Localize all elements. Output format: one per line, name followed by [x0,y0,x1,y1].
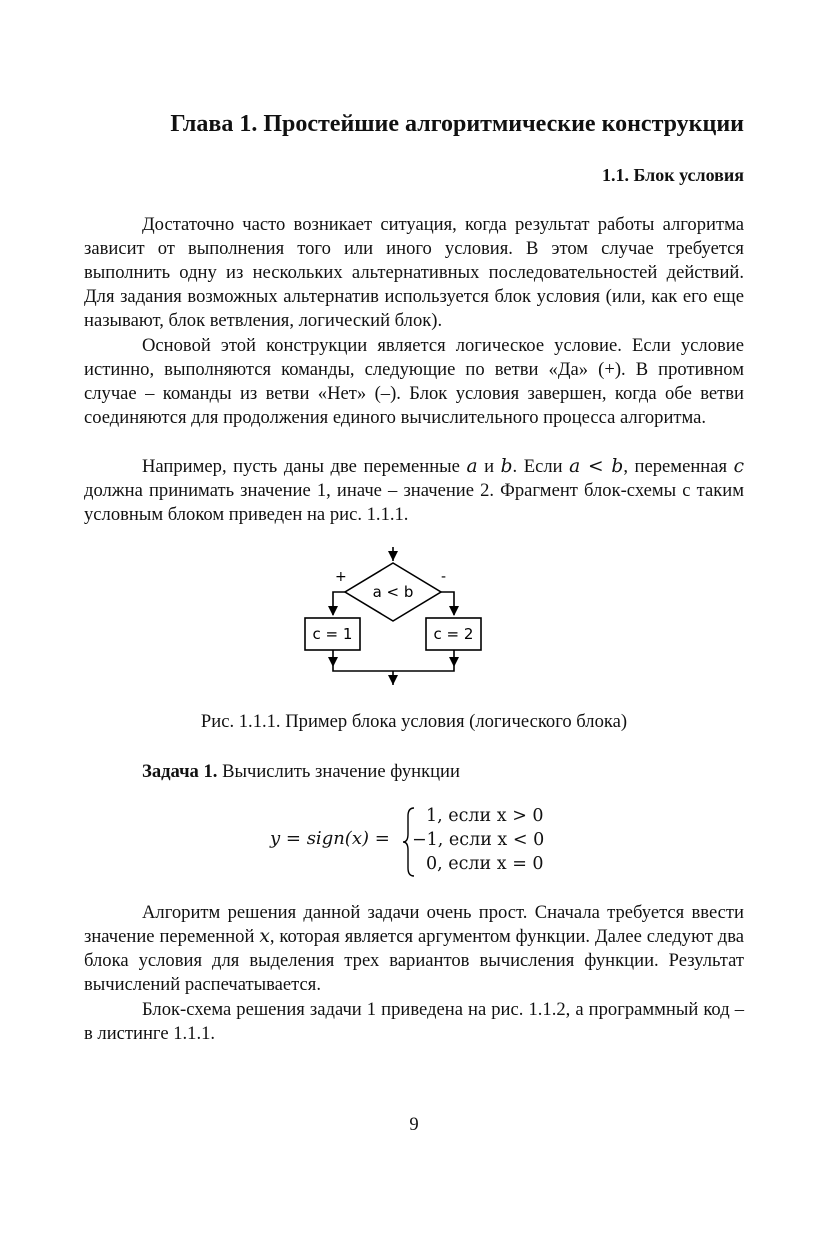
formula-case-zero: 0, если x = 0 [426,854,544,874]
task-text: Вычислить значение функции [217,761,460,782]
condition-label: a < b [372,583,414,601]
example-text-2: и [477,456,501,477]
algorithm-text-2: , которая является аргументом функции. Далее следуют два блока условия для выделения трех вариантов вычисления функции. Результат вычислений распечатывается. [84,926,744,995]
var-c: c [733,456,745,477]
var-a: a [466,456,478,477]
var-b: b [500,456,513,477]
flowchart-svg [298,545,488,695]
task-label: Задача 1. [142,761,218,782]
example-text-3: . Если [512,456,570,477]
figure-caption: Рис. 1.1.1. Пример блока условия (логического блока) [200,711,628,732]
example-text-1: Например, пусть даны две переменные [142,456,467,477]
paragraph-example [84,455,744,527]
formula-lhs: y = sign(x) = [270,828,390,849]
var-x: x [259,926,270,947]
paragraph-algorithm [84,901,744,997]
paragraph-intro: Достаточно часто возникает ситуация, когда результат работы алгоритма зависит от выполнения того или иного условия. В этом случае требуется выполнить одну из нескольких альтернативных последовательностей действий. Для задания возможных альтернатив используется блок условия (или, как его еще называют, блок ветвления, логический блок). [84,214,744,331]
arrow-down-icon [449,606,459,616]
example-text-4: , переменная [623,456,734,477]
section-title: 1.1. Блок условия [601,165,744,185]
example-text-5: должна принимать значение 1, иначе – значение 2. Фрагмент блок-схемы с таким условным блоком приведен на рис. 1.1.1. [84,480,744,525]
chapter-title: Глава 1. Простейшие алгоритмические конструкции [170,111,744,137]
arrow-down-icon [449,657,459,667]
arrow-down-icon [328,657,338,667]
sign-formula [270,800,590,880]
minus-label: - [441,569,447,585]
arrow-down-icon [388,675,398,685]
task-statement [142,759,742,785]
arrow-down-icon [328,606,338,616]
left-block-label: c = 1 [312,625,353,643]
paragraph-condition: Основой этой конструкции является логическое условие. Если условие истинно, выполняются команды, следующие по ветви «Да» (+). В противном случае – команды из ветви «Нет» (–). Блок условия завершен, когда обе ветви соединяются для продолжения единого вычислительного процесса алгоритма. [84,335,744,428]
right-block-label: c = 2 [433,625,474,643]
formula-case-negative: −1, если x < 0 [412,830,545,850]
algorithm-text-1: Алгоритм решения данной задачи очень прост. Сначала требуется ввести значение переменной [84,902,744,947]
formula-case-positive: 1, если x > 0 [426,806,544,826]
paragraph-closing: Блок-схема решения задачи 1 приведена на рис. 1.1.2, а программный код – в листинге 1.1.1. [84,999,744,1044]
arrow-down-icon [388,551,398,561]
plus-label: + [335,569,347,585]
condition-inline: a < b [569,456,624,477]
page-number: 9 [409,1114,419,1135]
merge-line [333,650,454,671]
flowchart-figure [298,545,488,695]
